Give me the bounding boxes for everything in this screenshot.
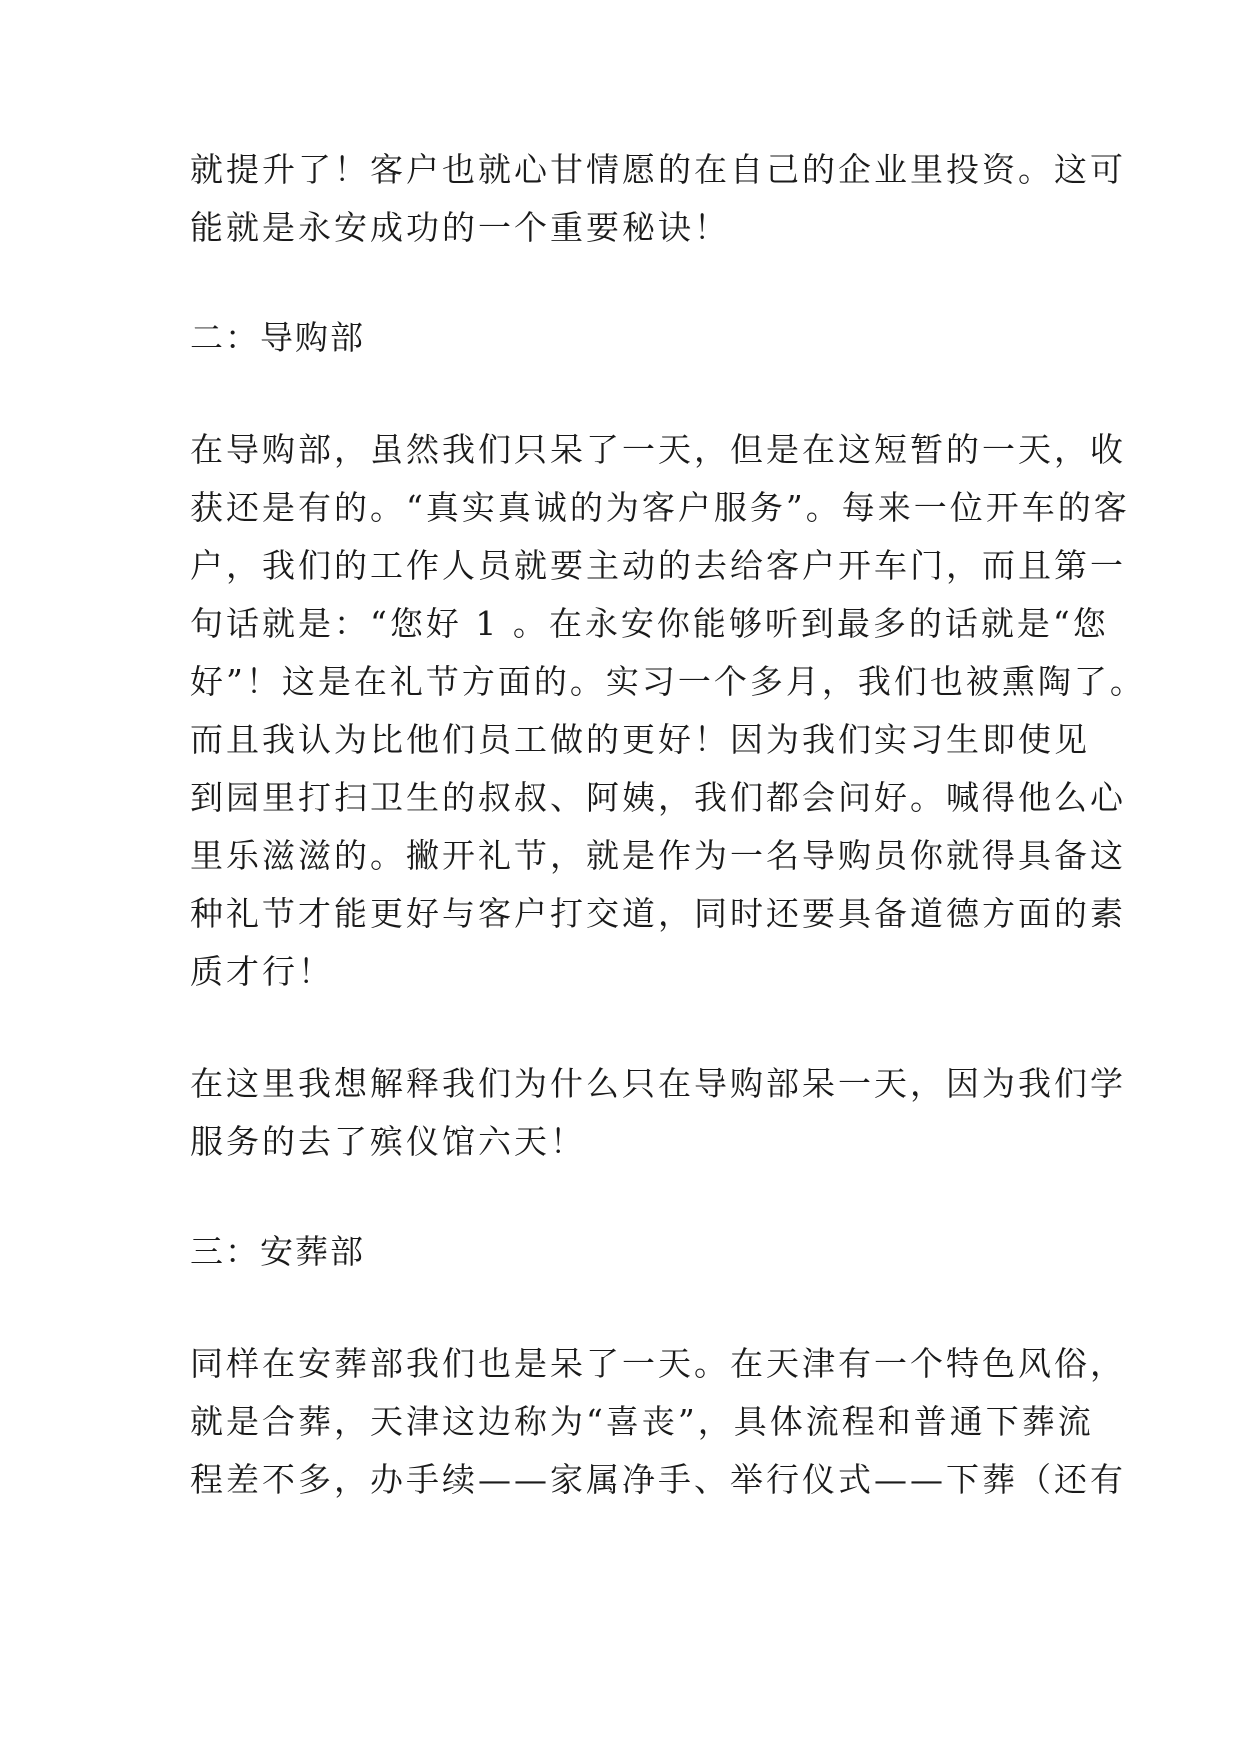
paragraph-line: 句话就是：“您好 1 。在永安你能够听到最多的话就是“您 [190, 604, 1109, 643]
paragraph-line: 到园里打扫卫生的叔叔、阿姨，我们都会问好。喊得他么心 [190, 778, 1126, 817]
paragraph-line: 就提升了！客户也就心甘情愿的在自己的企业里投资。这可 [190, 150, 1126, 189]
paragraph-line: 获还是有的。“真实真诚的为客户服务”。每来一位开车的客 [190, 488, 1130, 527]
paragraph-line: 质才行！ [190, 952, 334, 991]
paragraph-line: 户，我们的工作人员就要主动的去给客户开车门，而且第一 [190, 546, 1126, 585]
paragraph-line: 在这里我想解释我们为什么只在导购部呆一天，因为我们学 [190, 1064, 1126, 1103]
paragraph-line: 在导购部，虽然我们只呆了一天，但是在这短暂的一天，收 [190, 430, 1126, 469]
paragraph-line: 能就是永安成功的一个重要秘诀！ [190, 208, 730, 247]
paragraph-line: 程差不多，办手续——家属净手、举行仪式——下葬（还有 [190, 1460, 1126, 1499]
section-heading-guide: 二：导购部 [190, 318, 365, 357]
paragraph-line: 种礼节才能更好与客户打交道，同时还要具备道德方面的素 [190, 894, 1126, 933]
paragraph-line: 好”！这是在礼节方面的。实习一个多月，我们也被熏陶了。 [190, 662, 1146, 701]
section-heading-burial: 三：安葬部 [190, 1232, 365, 1271]
paragraph-line: 就是合葬，天津这边称为“喜丧”，具体流程和普通下葬流 [190, 1402, 1094, 1441]
paragraph-line: 服务的去了殡仪馆六天！ [190, 1122, 586, 1161]
paragraph-line: 里乐滋滋的。撇开礼节，就是作为一名导购员你就得具备这 [190, 836, 1126, 875]
paragraph-line: 同样在安葬部我们也是呆了一天。在天津有一个特色风俗， [190, 1344, 1126, 1383]
paragraph-line: 而且我认为比他们员工做的更好！因为我们实习生即使见 [190, 720, 1090, 759]
